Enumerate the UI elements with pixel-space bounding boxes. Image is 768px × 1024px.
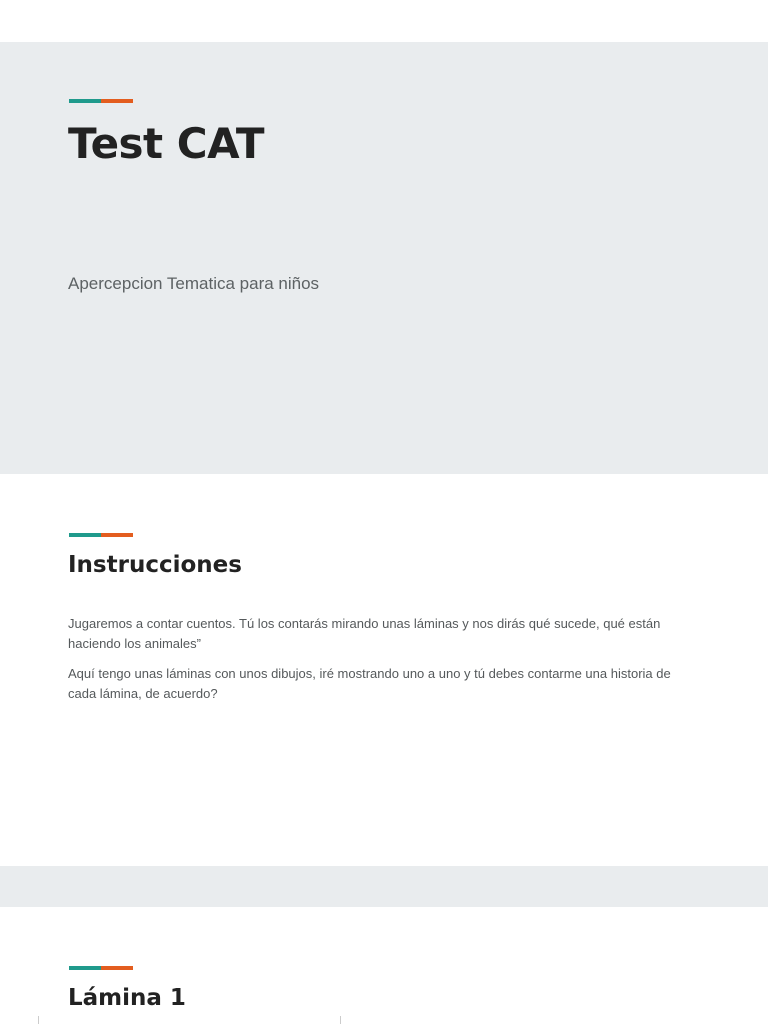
- lamina-1-heading: Lámina 1: [68, 985, 186, 1011]
- instructions-accent-bar: [69, 533, 133, 537]
- page-title: Test CAT: [68, 119, 264, 168]
- accent-bar-teal: [69, 533, 101, 537]
- accent-bar-orange: [101, 99, 133, 103]
- image-edge-right: [340, 1016, 341, 1024]
- section-divider-band: [0, 866, 768, 907]
- title-accent-bar: [69, 99, 133, 103]
- image-edge-left: [38, 1016, 39, 1024]
- title-slide-background: [0, 42, 768, 474]
- instructions-paragraph-2: Aquí tengo unas láminas con unos dibujos, iré mostrando uno a uno y tú debes contarme una historia de cada lámina, de acuerdo?: [68, 666, 671, 701]
- page-subtitle: Apercepcion Tematica para niños: [68, 274, 320, 293]
- instructions-heading: Instrucciones: [68, 552, 242, 578]
- accent-bar-orange: [101, 533, 133, 537]
- instructions-paragraph-1: Jugaremos a contar cuentos. Tú los contarás mirando unas láminas y nos dirás qué sucede, qué están haciendo los animales”: [68, 616, 661, 651]
- accent-bar-teal: [69, 99, 101, 103]
- accent-bar-teal: [69, 966, 101, 970]
- accent-bar-orange: [101, 966, 133, 970]
- lamina-accent-bar: [69, 966, 133, 970]
